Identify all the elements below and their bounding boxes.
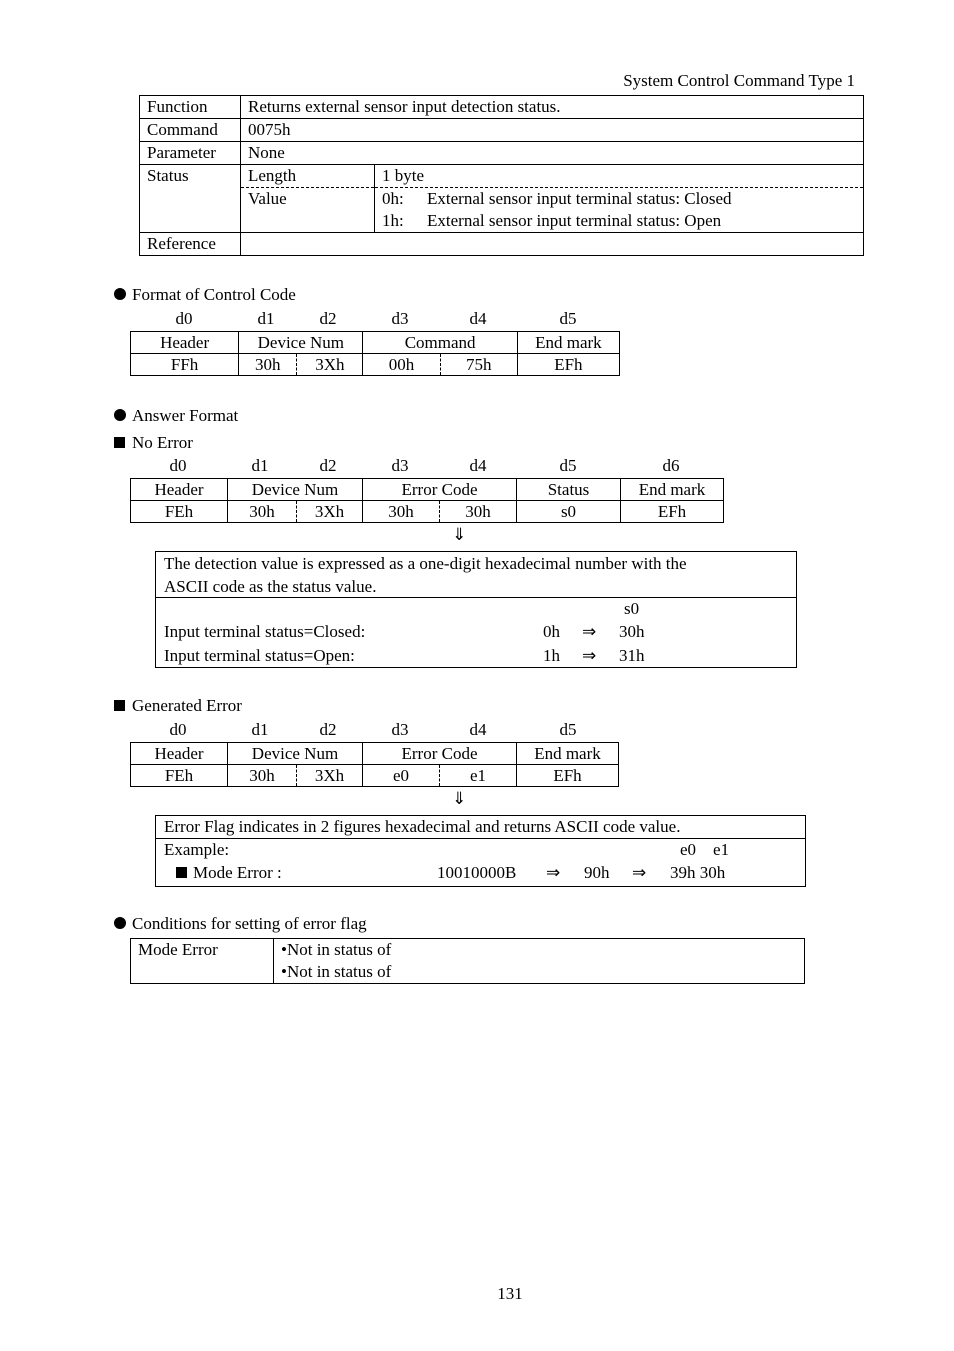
length-value: 1 byte xyxy=(375,165,864,188)
group-status: Status xyxy=(517,479,621,501)
bullet-circle-icon xyxy=(114,409,126,421)
value-list xyxy=(375,188,864,233)
e0-e1-column-header: e0 e1 xyxy=(680,840,730,859)
status-note-box xyxy=(155,551,797,668)
conditions-heading: Conditions for setting of error flag xyxy=(114,914,367,934)
bullet-square-icon xyxy=(114,437,125,448)
mode-error-binary: 10010000B xyxy=(437,863,517,882)
group-error-code: Error Code xyxy=(363,479,517,501)
generated-error-heading: Generated Error xyxy=(114,696,242,716)
value-d1: 30h xyxy=(228,501,297,523)
status-row-closed-label: Input terminal status=Closed: xyxy=(164,622,366,641)
conditions-list xyxy=(274,939,805,984)
value-d4: 30h xyxy=(440,501,517,523)
group-end-mark: End mark xyxy=(621,479,724,501)
control-code-heading: Format of Control Code xyxy=(114,285,296,305)
group-device-num: Device Num xyxy=(228,479,363,501)
no-error-table xyxy=(130,478,724,523)
error-note-text: Error Flag indicates in 2 figures hexadecimal and returns ASCII code value. xyxy=(156,816,805,839)
page-number: 131 xyxy=(497,1284,523,1303)
command-value: 0075h xyxy=(241,119,864,142)
status-label: Status xyxy=(140,165,241,233)
value-d5: EFh xyxy=(517,354,619,376)
bullet-square-icon xyxy=(176,867,187,878)
value-d4: e1 xyxy=(440,765,517,787)
example-label: Example: xyxy=(164,840,230,859)
group-end-mark: End mark xyxy=(517,743,619,765)
command-spec-table xyxy=(139,95,864,256)
error-note-box xyxy=(155,815,806,887)
value-d2: 3Xh xyxy=(297,501,363,523)
group-header: Header xyxy=(131,479,228,501)
group-header: Header xyxy=(131,743,228,765)
generated-error-table xyxy=(130,742,619,787)
status-note-text: The detection value is expressed as a one-digit hexadecimal number with the ASCII code as the status value. xyxy=(156,552,796,598)
value-d0: FEh xyxy=(131,765,228,787)
value-d6: EFh xyxy=(621,501,724,523)
parameter-label: Parameter xyxy=(140,142,241,165)
status-row-open-hex: 1h xyxy=(543,646,560,665)
status-detail-table xyxy=(241,165,863,232)
condition-line: •Not in status of xyxy=(281,940,392,959)
length-label: Length xyxy=(241,165,375,188)
value-d1: 30h xyxy=(239,354,297,376)
group-header: Header xyxy=(131,332,239,354)
condition-line: •Not in status of xyxy=(281,962,392,981)
status-row-closed-ascii: 30h xyxy=(619,622,645,641)
right-arrow-icon: ⇒ xyxy=(546,863,561,883)
answer-format-heading: Answer Format xyxy=(114,406,238,426)
parameter-value: None xyxy=(241,142,864,165)
value-line: 0h: External sensor input terminal status: Closed xyxy=(382,189,732,208)
function-value: Returns external sensor input detection status. xyxy=(241,96,864,119)
page-header: System Control Command Type 1 xyxy=(623,71,855,90)
value-d2: 3Xh xyxy=(297,765,363,787)
value-label: Value xyxy=(248,189,287,208)
value-d0: FEh xyxy=(131,501,228,523)
status-row-open-label: Input terminal status=Open: xyxy=(164,646,355,665)
mode-error-row: Mode Error : xyxy=(176,863,282,883)
reference-value xyxy=(241,233,864,256)
value-d1: 30h xyxy=(228,765,297,787)
value-d5: EFh xyxy=(517,765,619,787)
bullet-circle-icon xyxy=(114,917,126,929)
conditions-label: Mode Error xyxy=(131,939,274,984)
mode-error-hex: 90h xyxy=(584,863,610,882)
value-d0: FFh xyxy=(131,354,239,376)
mode-error-ascii: 39h 30h xyxy=(670,863,726,882)
value-line: 1h: External sensor input terminal status: Open xyxy=(382,211,722,230)
conditions-table xyxy=(130,938,805,984)
group-error-code: Error Code xyxy=(363,743,517,765)
control-code-table xyxy=(130,331,620,376)
value-d4: 75h xyxy=(440,354,517,376)
bullet-square-icon xyxy=(114,700,125,711)
bullet-circle-icon xyxy=(114,288,126,300)
value-d3: 00h xyxy=(363,354,440,376)
group-device-num: Device Num xyxy=(228,743,363,765)
function-label: Function xyxy=(140,96,241,119)
reference-label: Reference xyxy=(140,233,241,256)
right-arrow-icon: ⇒ xyxy=(582,646,597,666)
group-device-num: Device Num xyxy=(239,332,363,354)
status-row-closed-hex: 0h xyxy=(543,622,560,641)
right-arrow-icon: ⇒ xyxy=(582,622,597,642)
value-d3: 30h xyxy=(363,501,440,523)
value-d5: s0 xyxy=(517,501,621,523)
value-d3: e0 xyxy=(363,765,440,787)
no-error-heading: No Error xyxy=(114,433,193,453)
command-label: Command xyxy=(140,119,241,142)
group-command: Command xyxy=(363,332,517,354)
down-arrow-icon: ⇓ xyxy=(452,525,467,545)
s0-column-header: s0 xyxy=(624,599,640,618)
group-end-mark: End mark xyxy=(517,332,619,354)
value-d2: 3Xh xyxy=(297,354,363,376)
status-row-open-ascii: 31h xyxy=(619,646,645,665)
down-arrow-icon: ⇓ xyxy=(452,789,467,809)
right-arrow-icon: ⇒ xyxy=(632,863,647,883)
